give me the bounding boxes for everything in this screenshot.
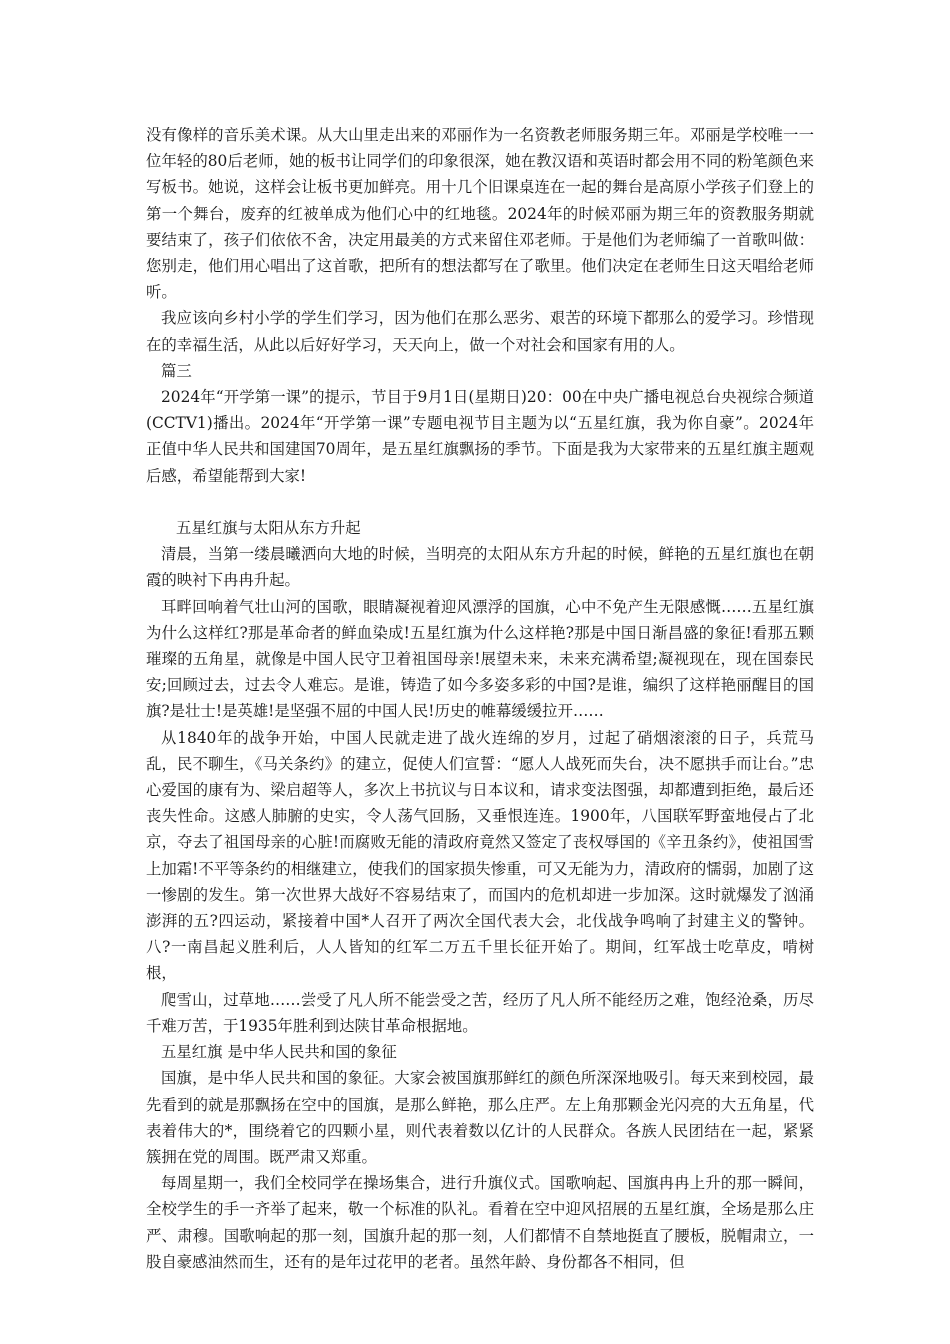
section-label: 篇三 (161, 361, 192, 380)
paragraph-9: 每周星期一，我们全校同学在操场集合，进行升旗仪式。国歌响起、国旗冉冉上升的那一瞬间，全校学生的手一齐举了起来，敬一个标准的队礼。看着在空中迎风招展的五星红旗，全场是那么庄严、肃穆。国歌响起的那一刻，国旗升起的那一刻，人们都情不自禁地挺直了腰板，脱帽肃立，一股自豪感油然而生，还有的是年过花甲的老者。虽然年龄、身份都各不相同，但 (146, 1174, 814, 1271)
paragraph-7: 爬雪山，过草地……尝受了凡人所不能尝受之苦，经历了凡人所不能经历之难，饱经沧桑，历尽千难万苦，于1935年胜利到达陕甘革命根据地。 (146, 990, 814, 1035)
paragraph-6: 从1840年的战争开始，中国人民就走进了战火连绵的岁月，过起了硝烟滚滚的日子，兵荒马乱，民不聊生，《马关条约》的建立，促使人们宣誓：“愿人人战死而失台，决不愿拱手而让台。”忠心爱国的康有为、梁启超等人，多次上书抗议与日本议和，请求变法图强，却都遭到拒绝，最后还丧失性命。这感人肺腑的史实，令人荡气回肠，又垂恨连连。1900年，八国联军野蛮地侵占了北京，夺去了祖国母亲的心脏!而腐败无能的清政府竟然又签定了丧权辱国的《辛丑条约》，使祖国雪上加霜!不平等条约的相继建立，使我们的国家损失惨重，可又无能为力，清政府的懦弱，加剧了这一惨剧的发生。第一次世界大战好不容易结束了，而国内的危机却进一步加深。这时就爆发了汹涌澎湃的五?四运动，紧接着中国*人召开了两次全国代表大会，北伐战争鸣响了封建主义的警钟。八?一南昌起义胜利后，人人皆知的红军二万五千里长征开始了。期间，红军战士吃草皮，啃树根， (146, 728, 814, 983)
paragraph-2: 我应该向乡村小学的学生们学习，因为他们在那么恶劣、艰苦的环境下都那么的爱学习。珍惜现在的幸福生活，从此以后好好学习，天天向上，做一个对社会和国家有用的人。 (146, 309, 814, 354)
paragraph-3: 2024年“开学第一课”的提示，节目于9月1日(星期日)20：00在中央广播电视总台央视综合频道(CCTV1)播出。2024年“开学第一课”专题电视节目主题为以“五星红旗，我为你自豪”。2024年正值中华人民共和国建国70周年，是五星红旗飘扬的季节。下面是我为大家带来的五星红旗主题观后感，希望能帮到大家! (146, 388, 814, 485)
paragraph-4: 清晨，当第一缕晨曦洒向大地的时候，当明亮的太阳从东方升起的时候，鲜艳的五星红旗也在朝霞的映衬下冉冉升起。 (146, 545, 814, 590)
paragraph-5: 耳畔回响着气壮山河的国歌，眼睛凝视着迎风漂浮的国旗，心中不免产生无限感慨……五星红旗为什么这样红?那是革命者的鲜血染成!五星红旗为什么这样艳?那是中国日渐昌盛的象征!看那五颗璀璨的五角星，就像是中国人民守卫着祖国母亲!展望未来，未来充满希望;凝视现在，现在国泰民安;回顾过去，过去令人难忘。是谁，铸造了如今多姿多彩的中国?是谁，编织了这样艳丽醒目的国旗?是壮士!是英雄!是坚强不屈的中国人民!历史的帷幕缓缓拉开…… (146, 597, 814, 721)
paragraph-8: 国旗，是中华人民共和国的象征。大家会被国旗那鲜红的颜色所深深地吸引。每天来到校园，最先看到的就是那飘扬在空中的国旗，是那么鲜艳，那么庄严。左上角那颗金光闪亮的大五角星，代表着伟大的*，围绕着它的四颗小星，则代表着数以亿计的人民群众。各族人民团结在一起，紧紧簇拥在党的周围。既严肃又郑重。 (146, 1069, 814, 1166)
paragraph-1: 没有像样的音乐美术课。从大山里走出来的邓丽作为一名资教老师服务期三年。邓丽是学校唯一一位年轻的80后老师，她的板书让同学们的印象很深，她在教汉语和英语时都会用不同的粉笔颜色来写板书。她说，这样会让板书更加鲜亮。用十几个旧课桌连在一起的舞台是高原小学孩子们登上的第一个舞台，废弃的红被单成为他们心中的红地毯。2024年的时候邓丽为期三年的资教服务期就要结束了，孩子们依依不舍，决定用最美的方式来留住邓老师。于是他们为老师编了一首歌叫做：您别走，他们用心唱出了这首歌，把所有的想法都写在了歌里。他们决定在老师生日这天唱给老师听。 (146, 126, 814, 302)
blank-line (146, 489, 814, 515)
section-title-2: 五星红旗 是中华人民共和国的象征 (161, 1043, 397, 1062)
document-page (146, 122, 814, 1275)
section-title-1: 五星红旗与太阳从东方升起 (176, 519, 361, 538)
